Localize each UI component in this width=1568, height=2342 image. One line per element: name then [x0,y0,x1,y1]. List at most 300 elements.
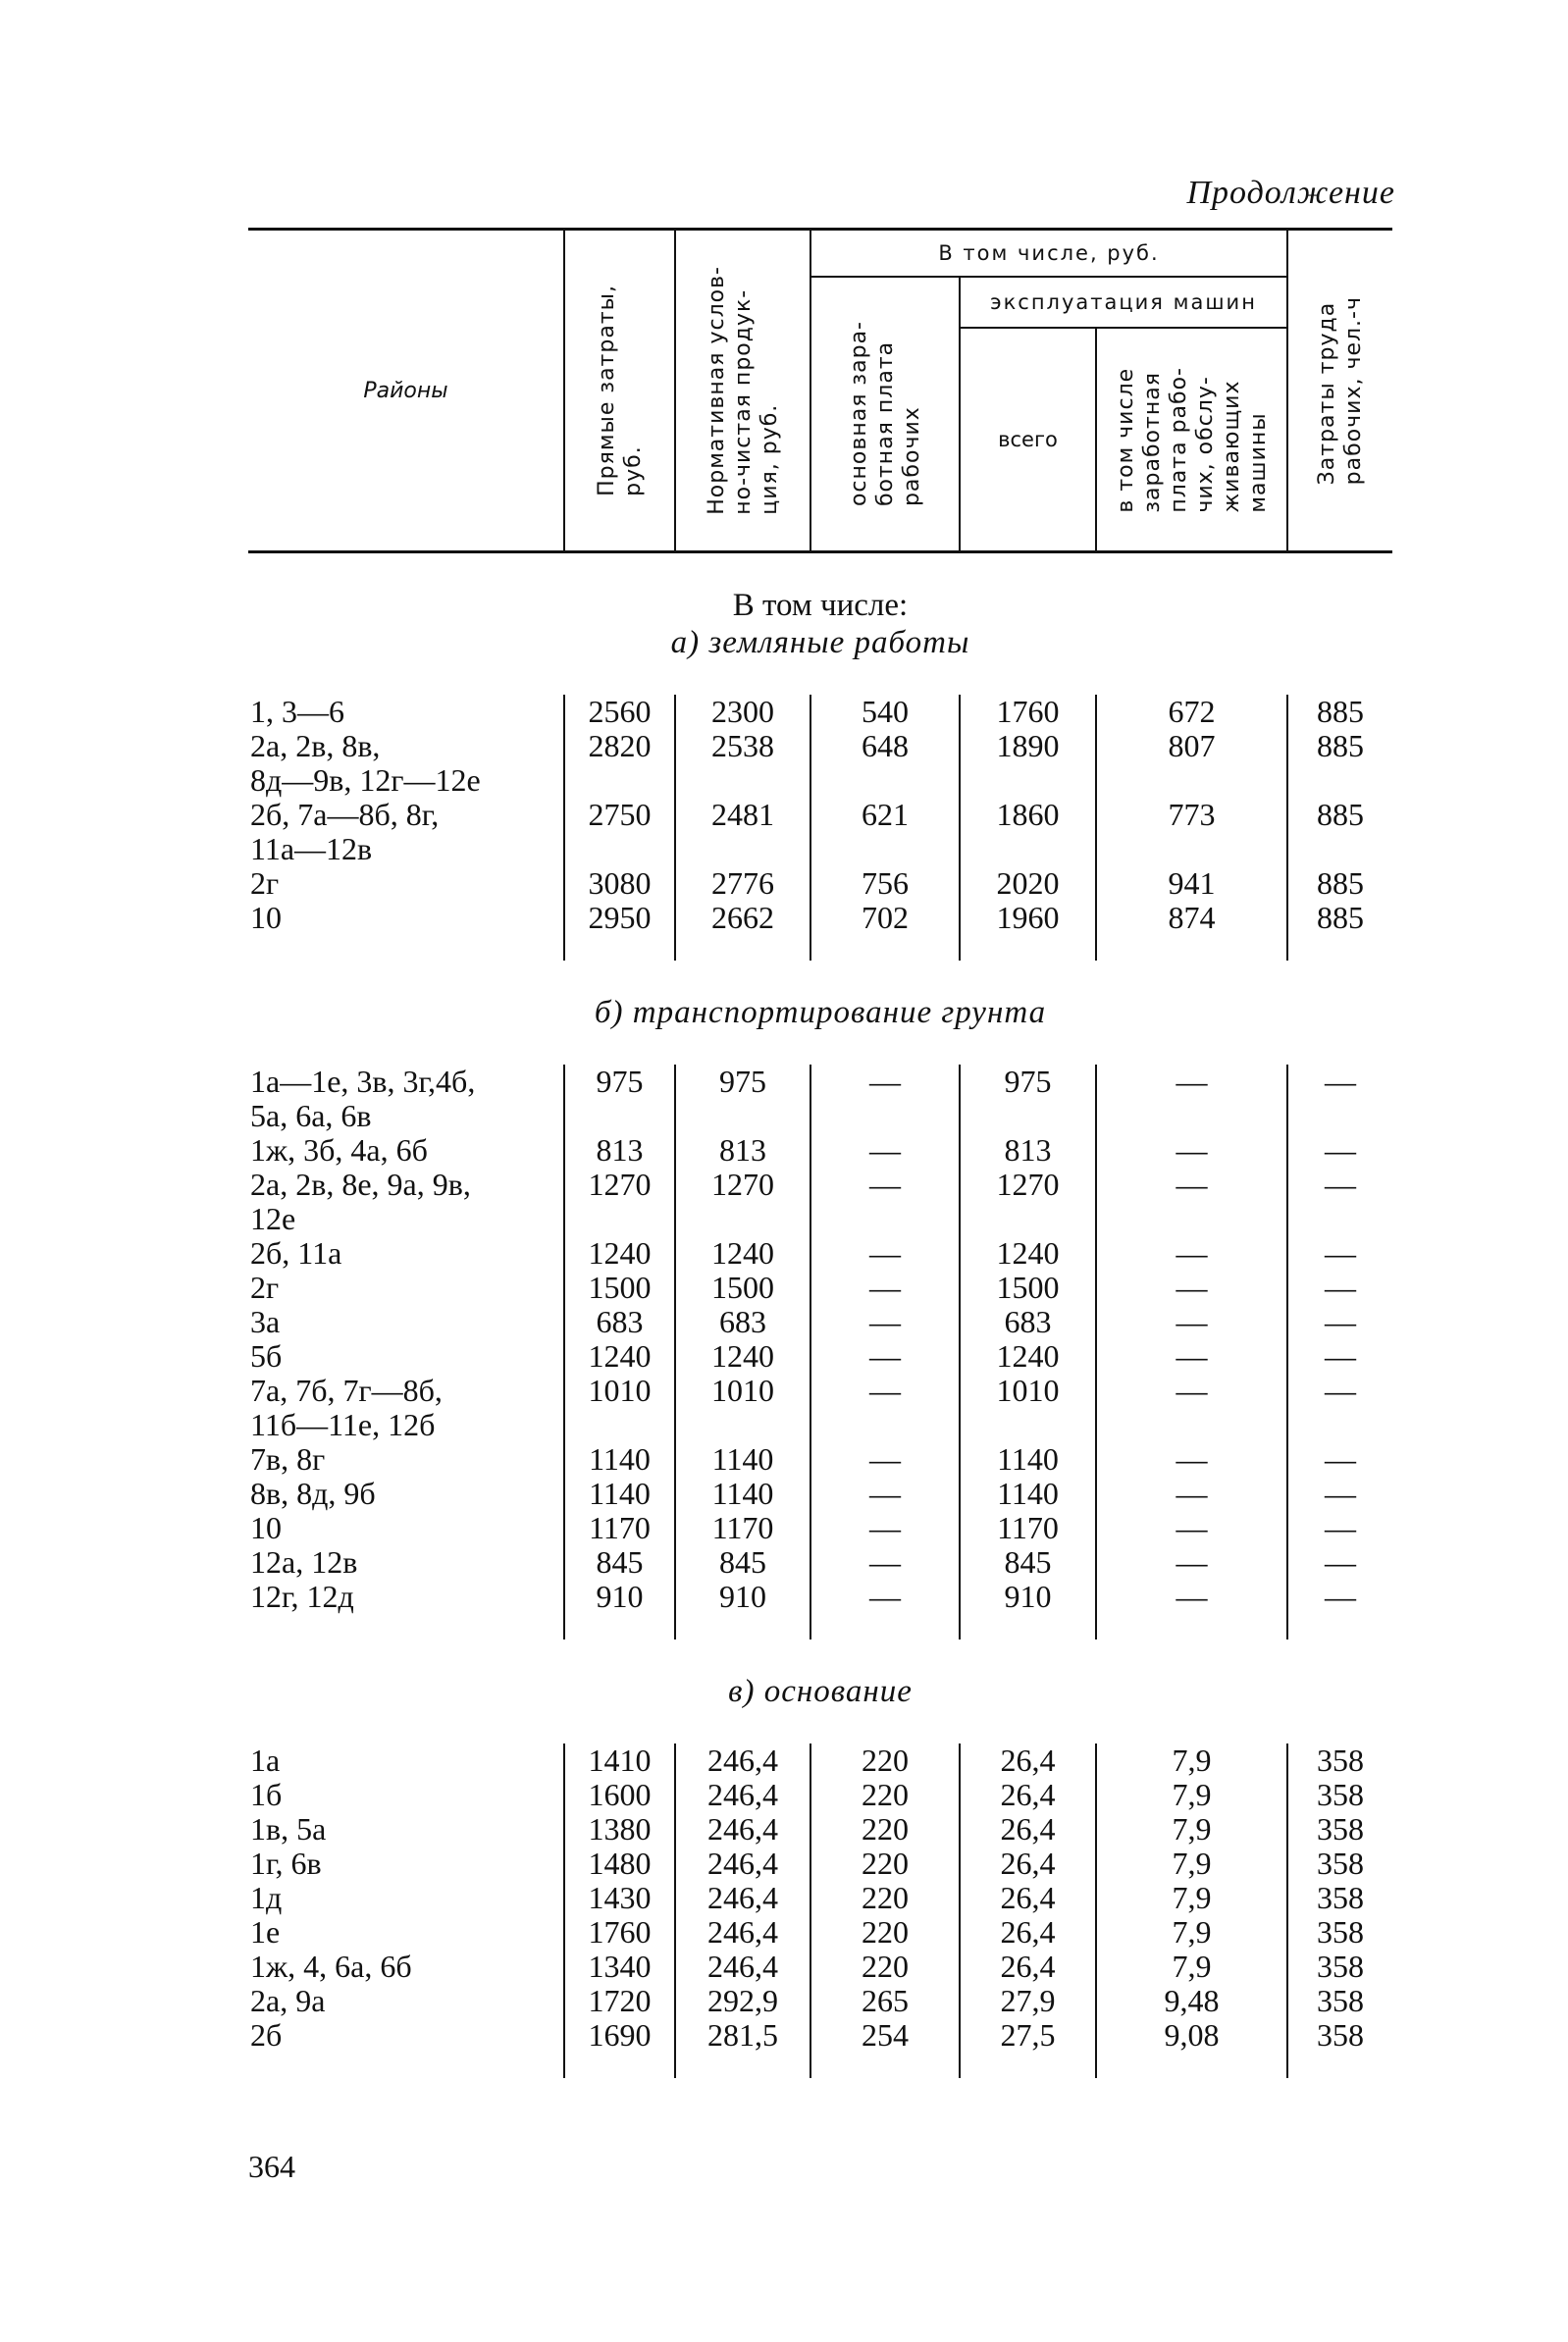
value-cell: — [810,1511,960,1545]
value-cell: 358 [1287,1743,1392,1778]
region-cell: 2а, 2в, 8в, [250,728,381,763]
value-cell: — [810,1305,960,1339]
value-cell: 845 [564,1545,675,1580]
value-cell: 7,9 [1096,1950,1287,1984]
table-row [248,866,1392,901]
value-cell: 358 [1287,1881,1392,1915]
spacer-cell [248,1031,564,1065]
value-cell: 672 [1096,695,1287,729]
section-title: а) земляные работы [670,625,970,660]
value-cell: 773 [1096,798,1287,832]
value-cell [564,763,675,798]
value-cell: — [810,1133,960,1168]
header-base-wages-text: основная зара- ботная плата рабочих [846,321,924,507]
region-cell: 3а [250,1304,281,1339]
value-cell: 7,9 [1096,1743,1287,1778]
spacer-cell [675,1031,810,1065]
spacer-cell [248,961,564,994]
spacer-row [248,2053,1392,2078]
value-cell: — [810,1442,960,1477]
spacer-cell [564,552,675,588]
value-cell: — [1287,1442,1392,1477]
value-cell: — [810,1236,960,1271]
spacer-cell [1287,935,1392,961]
value-cell [1096,832,1287,866]
region-cell: 10 [250,900,282,935]
value-cell: 683 [960,1305,1096,1339]
value-cell: 2020 [960,866,1096,901]
value-cell: 1240 [675,1236,810,1271]
section-title-row [248,624,1392,661]
value-cell: 27,9 [960,1984,1096,2018]
value-cell: 910 [564,1580,675,1614]
value-cell: 540 [810,695,960,729]
value-cell: 1240 [564,1236,675,1271]
spacer-row [248,1639,1392,1673]
value-cell: 845 [960,1545,1096,1580]
region-cell: 2г [250,1270,280,1305]
value-cell: 975 [960,1065,1096,1099]
value-cell [960,1202,1096,1236]
spacer-cell [564,961,675,994]
value-cell: 1170 [675,1511,810,1545]
spacer-cell [1096,1710,1287,1743]
value-cell: — [1096,1305,1287,1339]
region-cell: 7в, 8г [250,1441,326,1477]
table-row [248,1545,1392,1580]
spacer-cell [1287,961,1392,994]
value-cell: 2750 [564,798,675,832]
table-row [248,763,1392,798]
table-row [248,1271,1392,1305]
value-cell: 292,9 [675,1984,810,2018]
spacer-cell [810,2053,960,2078]
region-cell: 1, 3—6 [250,694,344,729]
region-cell: 2а, 2в, 8е, 9а, 9в, [250,1167,471,1202]
value-cell: 246,4 [675,1778,810,1812]
header-regions: Районы [363,378,448,403]
value-cell: — [1096,1477,1287,1511]
spacer-cell [564,661,675,695]
spacer-row [248,961,1392,994]
region-cell: 8д—9в, 12г—12е [250,762,481,798]
table-row [248,1168,1392,1202]
value-cell: — [1287,1236,1392,1271]
cost-table [248,228,1392,2078]
continuation-label: Продолжение [1186,175,1395,211]
table-row [248,729,1392,763]
value-cell: 1170 [564,1511,675,1545]
region-cell: 12е [250,1201,296,1236]
value-cell: 2950 [564,901,675,935]
value-cell: — [1287,1477,1392,1511]
table-row [248,1099,1392,1133]
value-cell: 358 [1287,1950,1392,1984]
table-row [248,1065,1392,1099]
value-cell: 9,48 [1096,1984,1287,2018]
value-cell: 1270 [675,1168,810,1202]
value-cell: 975 [675,1065,810,1099]
value-cell: 246,4 [675,1950,810,1984]
value-cell [675,1202,810,1236]
spacer-cell [248,2053,564,2078]
table-row [248,1984,1392,2018]
value-cell: 885 [1287,901,1392,935]
value-cell: 885 [1287,798,1392,832]
cost-table-container [248,228,1392,2078]
value-cell [675,1099,810,1133]
region-cell: 1в, 5а [250,1811,327,1847]
header-labor-text: Затраты труда рабочих, чел.-ч [1315,295,1367,486]
value-cell: 874 [1096,901,1287,935]
value-cell: 220 [810,1881,960,1915]
table-row [248,1812,1392,1847]
header-direct-costs [564,230,675,552]
value-cell: 26,4 [960,1950,1096,1984]
value-cell: 756 [810,866,960,901]
value-cell [564,1408,675,1442]
value-cell: 220 [810,1812,960,1847]
table-row [248,1778,1392,1812]
region-cell: 1е [250,1914,281,1950]
value-cell [564,832,675,866]
region-cell: 2б, 11а [250,1235,342,1271]
value-cell: 1140 [960,1477,1096,1511]
value-cell [675,763,810,798]
value-cell: — [1287,1168,1392,1202]
value-cell: 1270 [564,1168,675,1202]
spacer-row [248,552,1392,588]
table-row [248,1202,1392,1236]
value-cell: — [1096,1374,1287,1408]
region-cell: 5б [250,1338,283,1374]
value-cell: 358 [1287,2018,1392,2053]
value-cell: 2776 [675,866,810,901]
value-cell: 358 [1287,1984,1392,2018]
value-cell: 1600 [564,1778,675,1812]
spacer-cell [810,661,960,695]
value-cell: — [810,1580,960,1614]
value-cell: 246,4 [675,1915,810,1950]
value-cell: 702 [810,901,960,935]
table-row [248,1511,1392,1545]
value-cell: 621 [810,798,960,832]
value-cell: 813 [960,1133,1096,1168]
region-cell: 11а—12в [250,831,373,866]
value-cell: 26,4 [960,1881,1096,1915]
value-cell: 246,4 [675,1847,810,1881]
section-title-row [248,587,1392,624]
value-cell: 1500 [960,1271,1096,1305]
region-cell: 1б [250,1777,283,1812]
value-cell: 1690 [564,2018,675,2053]
value-cell: 1480 [564,1847,675,1881]
region-cell: 5а, 6а, 6в [250,1098,372,1133]
value-cell: — [810,1374,960,1408]
value-cell: — [1096,1442,1287,1477]
table-row [248,798,1392,832]
value-cell: 885 [1287,695,1392,729]
value-cell: 26,4 [960,1915,1096,1950]
spacer-cell [960,1710,1096,1743]
value-cell: 26,4 [960,1847,1096,1881]
value-cell: 1010 [564,1374,675,1408]
spacer-cell [564,2053,675,2078]
header-incl-wages [1096,328,1287,552]
region-cell: 2г [250,865,280,901]
table-row [248,832,1392,866]
table-row [248,1950,1392,1984]
value-cell: — [1287,1065,1392,1099]
table-row [248,1442,1392,1477]
region-cell: 2а, 9а [250,1983,326,2018]
value-cell: — [1096,1271,1287,1305]
value-cell: 9,08 [1096,2018,1287,2053]
value-cell: 1380 [564,1812,675,1847]
value-cell [810,1202,960,1236]
region-cell: 12а, 12в [250,1544,358,1580]
value-cell: 246,4 [675,1743,810,1778]
value-cell: 1270 [960,1168,1096,1202]
value-cell: 265 [810,1984,960,2018]
value-cell: 358 [1287,1778,1392,1812]
value-cell: 7,9 [1096,1847,1287,1881]
spacer-cell [1096,935,1287,961]
table-row [248,1915,1392,1950]
spacer-cell [1096,1614,1287,1639]
table-header [248,230,1392,552]
value-cell: 1240 [960,1236,1096,1271]
table-row [248,901,1392,935]
value-cell: — [1096,1545,1287,1580]
region-cell: 7а, 7б, 7г—8б, [250,1373,443,1408]
value-cell [810,1408,960,1442]
value-cell: 246,4 [675,1881,810,1915]
spacer-cell [675,1614,810,1639]
header-total: всего [960,328,1096,552]
value-cell: 1500 [675,1271,810,1305]
spacer-cell [960,1639,1096,1673]
value-cell: 648 [810,729,960,763]
spacer-cell [564,935,675,961]
value-cell [564,1099,675,1133]
value-cell: — [1287,1271,1392,1305]
spacer-cell [1287,552,1392,588]
spacer-cell [1096,1639,1287,1673]
value-cell: 1140 [564,1442,675,1477]
spacer-cell [564,1639,675,1673]
value-cell: — [1287,1545,1392,1580]
region-cell: 2б [250,2017,283,2053]
value-cell [960,1408,1096,1442]
header-labor [1287,230,1392,552]
spacer-cell [675,2053,810,2078]
value-cell: 885 [1287,866,1392,901]
value-cell: 220 [810,1915,960,1950]
table-row [248,1339,1392,1374]
intro-text: В том числе: [732,588,909,623]
spacer-cell [564,1614,675,1639]
value-cell: — [1287,1339,1392,1374]
spacer-cell [564,1710,675,1743]
value-cell: 220 [810,1743,960,1778]
table-row [248,1408,1392,1442]
table-row [248,2018,1392,2053]
value-cell: 683 [675,1305,810,1339]
region-cell: 1а—1е, 3в, 3г,4б, [250,1064,476,1099]
value-cell: 2560 [564,695,675,729]
value-cell: 7,9 [1096,1778,1287,1812]
value-cell: 1340 [564,1950,675,1984]
header-base-wages [810,277,960,552]
value-cell: — [1096,1168,1287,1202]
value-cell [960,763,1096,798]
value-cell [675,1408,810,1442]
table-row [248,1305,1392,1339]
value-cell: — [810,1168,960,1202]
value-cell: 358 [1287,1812,1392,1847]
table-row [248,1743,1392,1778]
value-cell [1096,763,1287,798]
value-cell: 1890 [960,729,1096,763]
value-cell: 1140 [564,1477,675,1511]
value-cell: 281,5 [675,2018,810,2053]
spacer-cell [810,552,960,588]
value-cell: 246,4 [675,1812,810,1847]
table-row [248,1881,1392,1915]
value-cell: 1760 [564,1915,675,1950]
value-cell: — [1287,1305,1392,1339]
value-cell: 2662 [675,901,810,935]
value-cell: 220 [810,1950,960,1984]
value-cell: 2300 [675,695,810,729]
page-number: 364 [248,2149,295,2184]
value-cell: — [1096,1511,1287,1545]
value-cell: 885 [1287,729,1392,763]
region-cell: 10 [250,1510,282,1545]
value-cell: 27,5 [960,2018,1096,2053]
spacer-cell [810,935,960,961]
value-cell: 26,4 [960,1812,1096,1847]
spacer-cell [564,1031,675,1065]
value-cell: 220 [810,1847,960,1881]
spacer-cell [248,1639,564,1673]
section-title: в) основание [728,1674,913,1709]
section-title-row [248,994,1392,1031]
region-cell: 11б—11е, 12б [250,1407,436,1442]
spacer-cell [810,1031,960,1065]
spacer-cell [675,961,810,994]
spacer-cell [810,1710,960,1743]
spacer-cell [960,552,1096,588]
spacer-cell [675,935,810,961]
value-cell [1287,763,1392,798]
spacer-cell [1096,2053,1287,2078]
value-cell: 1410 [564,1743,675,1778]
value-cell: 1720 [564,1984,675,2018]
value-cell [1096,1099,1287,1133]
table-row [248,1133,1392,1168]
spacer-cell [248,1614,564,1639]
spacer-row [248,1710,1392,1743]
value-cell: — [810,1271,960,1305]
value-cell: 1240 [675,1339,810,1374]
value-cell: — [1096,1339,1287,1374]
value-cell: 1860 [960,798,1096,832]
value-cell: — [810,1477,960,1511]
spacer-cell [248,1710,564,1743]
value-cell: 845 [675,1545,810,1580]
spacer-cell [810,1639,960,1673]
spacer-cell [960,935,1096,961]
value-cell: 358 [1287,1915,1392,1950]
value-cell: 1140 [675,1477,810,1511]
value-cell [810,763,960,798]
value-cell [810,1099,960,1133]
table-row [248,1374,1392,1408]
value-cell: 1760 [960,695,1096,729]
value-cell: — [810,1339,960,1374]
value-cell: — [1096,1133,1287,1168]
value-cell: 7,9 [1096,1812,1287,1847]
spacer-row [248,1031,1392,1065]
header-including: В том числе, руб. [810,230,1287,278]
spacer-cell [960,1614,1096,1639]
spacer-cell [1096,961,1287,994]
value-cell: 2538 [675,729,810,763]
value-cell [1287,1408,1392,1442]
value-cell [1287,832,1392,866]
value-cell [960,1099,1096,1133]
value-cell: 813 [675,1133,810,1168]
spacer-cell [1287,661,1392,695]
value-cell [564,1202,675,1236]
spacer-cell [248,935,564,961]
spacer-cell [675,1639,810,1673]
spacer-cell [675,661,810,695]
spacer-cell [1287,2053,1392,2078]
region-cell: 1г, 6в [250,1846,322,1881]
value-cell: — [1096,1580,1287,1614]
header-machine-operation: эксплуатация машин [960,277,1287,328]
value-cell: 1010 [960,1374,1096,1408]
header-normative-output [675,230,810,552]
section-title-row [248,1673,1392,1710]
value-cell: 1140 [960,1442,1096,1477]
value-cell: 975 [564,1065,675,1099]
region-cell: 12г, 12д [250,1579,354,1614]
value-cell [1287,1202,1392,1236]
value-cell [960,832,1096,866]
spacer-row [248,661,1392,695]
value-cell: 26,4 [960,1778,1096,1812]
value-cell [675,832,810,866]
value-cell: 7,9 [1096,1915,1287,1950]
value-cell: 2481 [675,798,810,832]
value-cell: — [1287,1133,1392,1168]
spacer-cell [810,961,960,994]
region-cell: 1д [250,1880,283,1915]
value-cell [1096,1408,1287,1442]
value-cell [1287,1099,1392,1133]
spacer-cell [675,552,810,588]
value-cell: — [1287,1374,1392,1408]
region-cell: 1ж, 3б, 4а, 6б [250,1132,428,1168]
value-cell: — [1287,1580,1392,1614]
table-row [248,695,1392,729]
value-cell: 941 [1096,866,1287,901]
value-cell: — [810,1065,960,1099]
